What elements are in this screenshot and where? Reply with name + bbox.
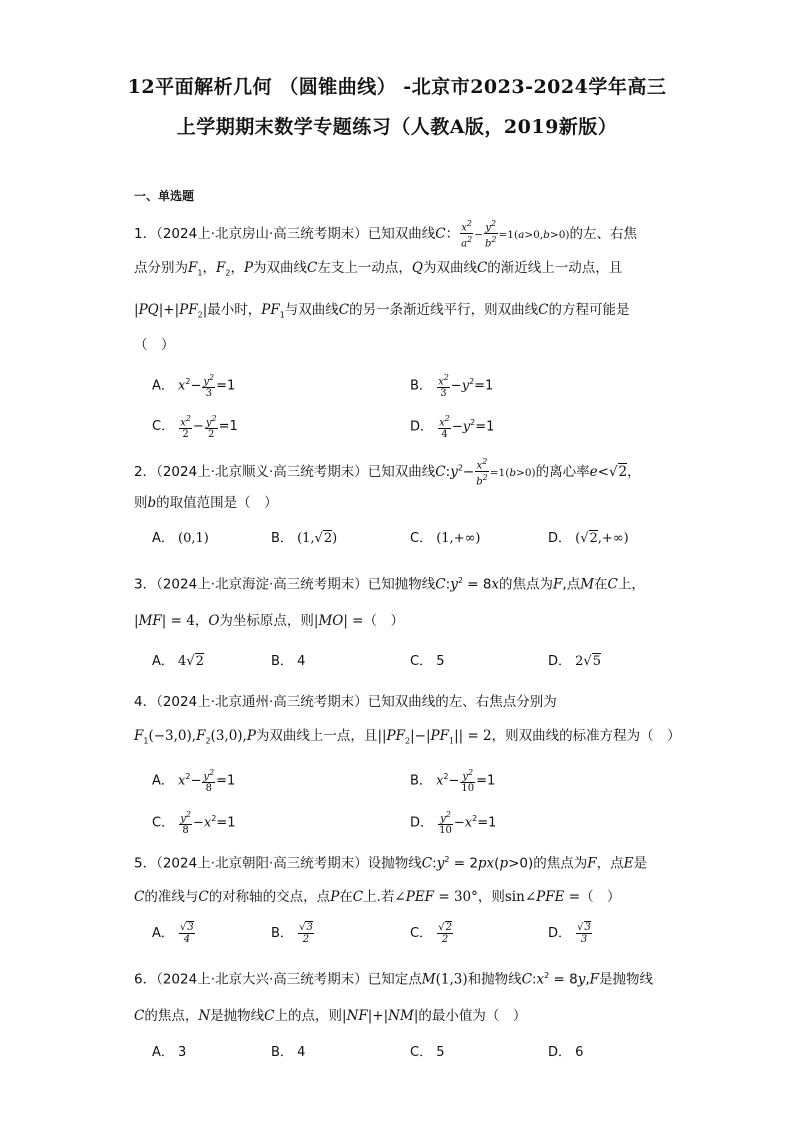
q2-line2: 则b的取值范围是（ ） <box>134 495 278 511</box>
doc-title-line1: 12平面解析几何 （圆锥曲线） -北京市2023-2024学年高三 <box>127 76 667 98</box>
section-heading: 一、单选题 <box>134 189 195 203</box>
q4-line1: 4．（2024上·北京通州·高三统考期末）已知双曲线的左、右焦点分别为 <box>134 694 557 710</box>
q5-option-d[interactable]: D． $\frac{√3}{3}$ <box>548 922 591 945</box>
q5-line2: C的准线与C的对称轴的交点，点P在C上.若∠PEF = 30°，则sin∠PFE =（ ） <box>134 889 621 905</box>
q1-line1: 1．（2024上·北京房山·高三统考期末）已知双曲线C： $\frac{x^2}{a^2}$ − $\frac{y^2}{b^2}$ =1(a>0,b>0)的左、右焦 <box>134 219 637 250</box>
doc-title-line2: 上学期期末数学专题练习（人教A版，2019新版） <box>176 116 618 138</box>
q6-option-b[interactable]: B． 4 <box>271 1045 306 1060</box>
q2-option-c[interactable]: C． (1,+∞) <box>410 531 481 546</box>
q3-line1: 3．（2024上·北京海淀·高三统考期末）已知抛物线$C:y^2 = 8x$的焦点为F,点M在C上， <box>134 576 645 593</box>
q5-option-a[interactable]: A． $\frac{√3}{4}$ <box>152 922 194 945</box>
q3-option-d[interactable]: D． 2√5 <box>548 654 601 669</box>
q2-option-d[interactable]: D． (√2,+∞) <box>548 531 629 546</box>
q4-option-a[interactable]: A． $x^2-$ $\frac{y^2}{8}$ =1 <box>152 768 236 795</box>
q1-option-a[interactable]: A． $x^2-$ $\frac{y^2}{3}$ =1 <box>152 373 236 400</box>
q3-line2: |MF| = 4，O为坐标原点，则|MO| =（ ） <box>134 613 404 629</box>
q4-option-b[interactable]: B． $x^2-$ $\frac{y^2}{10}$ =1 <box>410 768 496 795</box>
q6-option-a[interactable]: A． 3 <box>152 1045 187 1060</box>
q3-option-c[interactable]: C． 5 <box>410 654 445 669</box>
q5-option-b[interactable]: B． $\frac{√3}{2}$ <box>271 922 313 945</box>
q5-line1: 5．（2024上·北京朝阳·高三统考期末）设抛物线$C:y^2 = 2px(p>0)$的焦点为F，点E是 <box>134 855 648 872</box>
q1-line2: 点分别为$F_1$，$F_2$，P为双曲线C左支上一动点，Q为双曲线C的渐近线上一动点，且 <box>134 260 623 278</box>
q1-line3: $|PQ|+|PF_2|$最小时，$PF_1$与双曲线C的另一条渐近线平行，则双曲线C的方程可能是 <box>134 302 630 320</box>
q6-line2: C的焦点，N是抛物线C上的点，则|NF|+|NM|的最小值为（ ） <box>134 1008 527 1024</box>
q1-line4: （ ） <box>134 337 175 353</box>
q4-option-d[interactable]: D． $\frac{y^2}{10}$ $-x^2=1$ <box>410 810 497 837</box>
q3-option-a[interactable]: A． 4√2 <box>152 654 204 669</box>
q2-option-a[interactable]: A． (0,1) <box>152 531 209 546</box>
q2-option-b[interactable]: B． (1,√2) <box>271 531 338 546</box>
q1-option-c[interactable]: C． $\frac{x^2}{2}$ − $\frac{y^2}{2}$ =1 <box>152 414 238 441</box>
q2-line1: 2．（2024上·北京顺义·高三统考期末）已知双曲线$C:y^2-$ $\frac{x^2}{b^2}$ =1(b>0)的离心率e<√2， <box>134 457 641 488</box>
q1-option-d[interactable]: D． $\frac{x^2}{4}$ $-y^2=1$ <box>410 414 495 441</box>
q1-option-b[interactable]: B． $\frac{x^2}{3}$ $-y^2=1$ <box>410 373 494 400</box>
q6-option-d[interactable]: D． 6 <box>548 1045 584 1060</box>
q3-option-b[interactable]: B． 4 <box>271 654 306 669</box>
q5-option-c[interactable]: C． $\frac{√2}{2}$ <box>410 922 452 945</box>
q4-line2: $F_1(-3,0),F_2(3,0),P$为双曲线上一点，且$||PF_2|-|PF_1|| = 2$，则双曲线的标准方程为（ ） <box>134 728 681 746</box>
q6-line1: 6．（2024上·北京大兴·高三统考期末）已知定点M(1,3)和抛物线$C:x^2 = 8y,F$是抛物线 <box>134 971 654 988</box>
q6-option-c[interactable]: C． 5 <box>410 1045 445 1060</box>
q4-option-c[interactable]: C． $\frac{y^2}{8}$ $-x^2=1$ <box>152 810 236 837</box>
